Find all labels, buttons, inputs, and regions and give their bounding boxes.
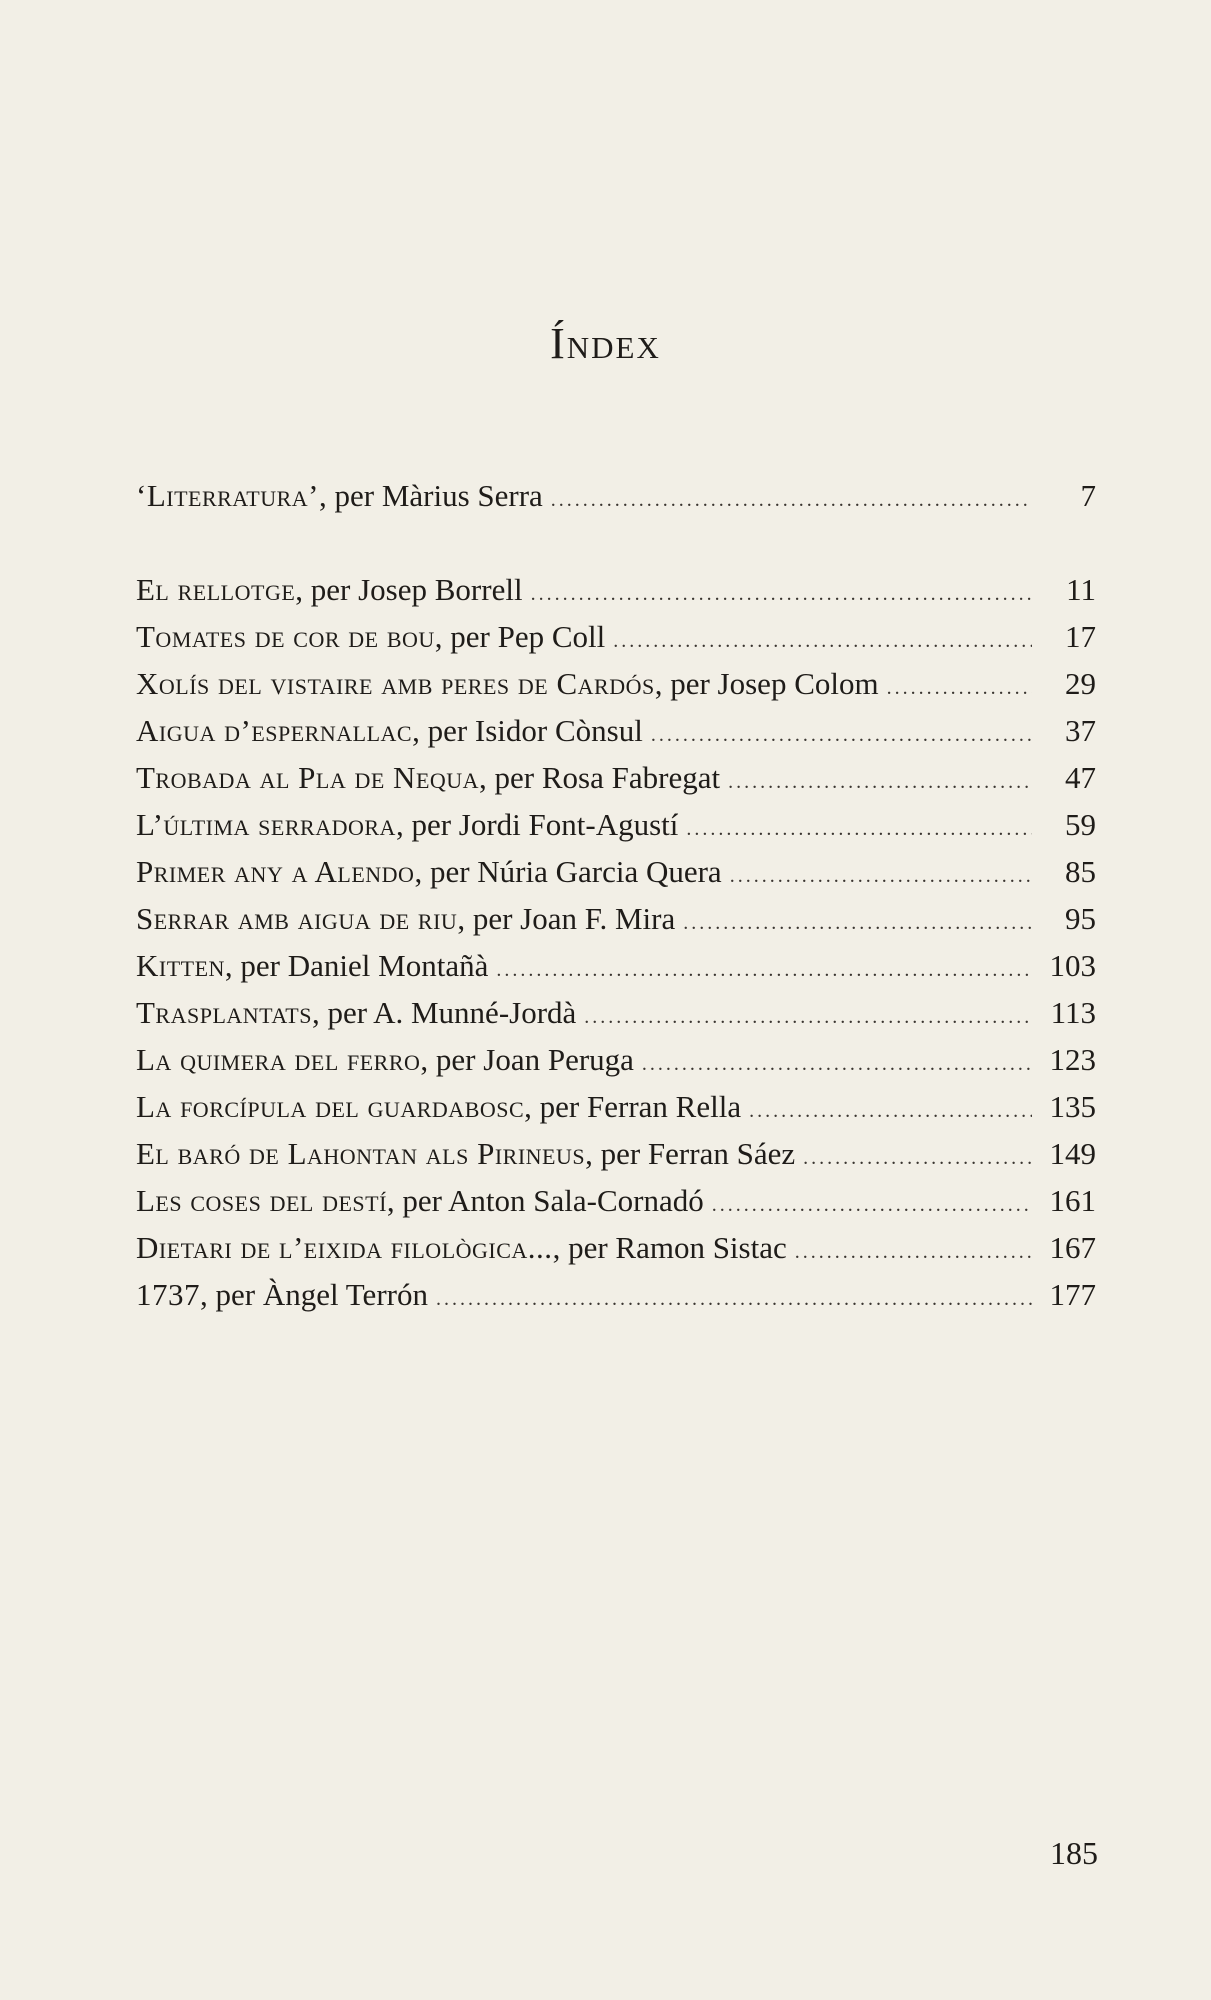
author: per A. Munné-Jordà bbox=[319, 995, 577, 1030]
toc-entry bbox=[136, 572, 1096, 612]
author: per Joan Peruga bbox=[428, 1042, 634, 1077]
author: per Jordi Font-Agustí bbox=[403, 807, 679, 842]
author: per Ferran Sáez bbox=[592, 1136, 796, 1171]
leader-dots bbox=[436, 1288, 1032, 1311]
story-title: Trobada al Pla de Nequa bbox=[136, 760, 480, 795]
page-number: 85 bbox=[1065, 854, 1096, 889]
toc-entry-text: Trobada al Pla de Nequa, per Rosa Fabregat bbox=[136, 760, 721, 795]
story-title: Kitten bbox=[136, 948, 225, 983]
toc-entry bbox=[136, 1183, 1096, 1223]
page-number: 7 bbox=[1080, 478, 1096, 513]
toc-entry-text: Trasplantats, per A. Munné-Jordà bbox=[136, 995, 577, 1030]
story-title: Serrar amb aigua de riu bbox=[136, 901, 458, 936]
toc-entry-text: Tomates de cor de bou, per Pep Coll bbox=[136, 619, 606, 654]
leader-dots bbox=[795, 1241, 1032, 1264]
page-number: 161 bbox=[1049, 1183, 1096, 1218]
page-number: 47 bbox=[1065, 760, 1096, 795]
toc-entry bbox=[136, 666, 1096, 706]
page-number: 37 bbox=[1065, 713, 1096, 748]
story-title: ‘Literratura’ bbox=[136, 478, 319, 513]
toc-entry-text: Kitten, per Daniel Montañà bbox=[136, 948, 489, 983]
toc-entry bbox=[136, 478, 1096, 518]
toc-entry-text: Serrar amb aigua de riu, per Joan F. Mira bbox=[136, 901, 676, 936]
story-title: El baró de Lahontan als Pirineus bbox=[136, 1136, 586, 1171]
leader-dots bbox=[749, 1100, 1032, 1123]
author: per Ramon Sistac bbox=[560, 1230, 787, 1265]
leader-dots bbox=[584, 1006, 1032, 1029]
toc-entry-text: El rellotge, per Josep Borrell bbox=[136, 572, 523, 607]
leader-dots bbox=[728, 771, 1032, 794]
leader-dots bbox=[531, 583, 1032, 606]
page-number: 11 bbox=[1066, 572, 1096, 607]
story-title: Trasplantats bbox=[136, 995, 312, 1030]
toc-entry bbox=[136, 1089, 1096, 1129]
page-number: 95 bbox=[1065, 901, 1096, 936]
story-title: La quimera del ferro bbox=[136, 1042, 421, 1077]
leader-dots bbox=[551, 489, 1032, 512]
toc-entry bbox=[136, 948, 1096, 988]
page-number: 167 bbox=[1049, 1230, 1096, 1265]
author: per Daniel Montañà bbox=[232, 948, 489, 983]
toc-entry bbox=[136, 1042, 1096, 1082]
story-title: Primer any a Alendo bbox=[136, 854, 415, 889]
toc-entry bbox=[136, 1136, 1096, 1176]
author: per Núria Garcia Quera bbox=[422, 854, 722, 889]
toc-entry bbox=[136, 1230, 1096, 1270]
toc-entry-text: 1737, per Àngel Terrón bbox=[136, 1277, 428, 1312]
leader-dots bbox=[651, 724, 1032, 747]
story-title: La forcípula del guardabosc bbox=[136, 1089, 525, 1124]
story-title: Dietari de l’eixida filològica... bbox=[136, 1230, 553, 1265]
leader-dots bbox=[887, 677, 1032, 700]
toc-entry bbox=[136, 1277, 1096, 1317]
page-number: 29 bbox=[1065, 666, 1096, 701]
story-title: L’última serradora bbox=[136, 807, 396, 842]
leader-dots bbox=[712, 1194, 1032, 1217]
leader-dots bbox=[686, 818, 1032, 841]
leader-dots bbox=[642, 1053, 1032, 1076]
toc-entry-text: Xolís del vistaire amb peres de Cardós, per Josep Colom bbox=[136, 666, 879, 701]
toc-entry bbox=[136, 995, 1096, 1035]
leader-dots bbox=[496, 959, 1032, 982]
page-number: 113 bbox=[1050, 995, 1096, 1030]
page-number: 17 bbox=[1065, 619, 1096, 654]
leader-dots bbox=[803, 1147, 1032, 1170]
story-title: Xolís del vistaire amb peres de Cardós bbox=[136, 666, 655, 701]
toc-entry-text: La forcípula del guardabosc, per Ferran Rella bbox=[136, 1089, 742, 1124]
author: per Josep Borrell bbox=[303, 572, 523, 607]
author: per Isidor Cònsul bbox=[419, 713, 643, 748]
toc-entry-text: Primer any a Alendo, per Núria Garcia Quera bbox=[136, 854, 722, 889]
story-title: Tomates de cor de bou bbox=[136, 619, 435, 654]
page-number: 59 bbox=[1065, 807, 1096, 842]
author: per Màrius Serra bbox=[326, 478, 543, 513]
toc-entry-text: Dietari de l’eixida filològica..., per Ramon Sistac bbox=[136, 1230, 787, 1265]
toc-entry bbox=[136, 713, 1096, 753]
toc-entry bbox=[136, 807, 1096, 847]
toc-entry bbox=[136, 854, 1096, 894]
toc-entry-text: El baró de Lahontan als Pirineus, per Ferran Sáez bbox=[136, 1136, 796, 1171]
page-number: 123 bbox=[1049, 1042, 1096, 1077]
author: per Joan F. Mira bbox=[465, 901, 676, 936]
page-title: Índex bbox=[550, 319, 661, 368]
leader-dots bbox=[730, 865, 1032, 888]
leader-dots bbox=[683, 912, 1032, 935]
folio-page-number: 185 bbox=[1050, 1835, 1098, 1871]
author: per Pep Coll bbox=[442, 619, 606, 654]
page-number: 177 bbox=[1049, 1277, 1096, 1312]
story-title: Les coses del destí bbox=[136, 1183, 387, 1218]
toc-entry bbox=[136, 901, 1096, 941]
page-number: 103 bbox=[1049, 948, 1096, 983]
toc-entry-text: ‘Literratura’, per Màrius Serra bbox=[136, 478, 543, 513]
story-title: El rellotge bbox=[136, 572, 296, 607]
toc-entry bbox=[136, 760, 1096, 800]
page-number: 149 bbox=[1049, 1136, 1096, 1171]
toc-entry bbox=[136, 619, 1096, 659]
author: per Rosa Fabregat bbox=[486, 760, 721, 795]
toc-entry-text: Aigua d’espernallac, per Isidor Cònsul bbox=[136, 713, 643, 748]
story-title: Aigua d’espernallac bbox=[136, 713, 413, 748]
author: per Ferran Rella bbox=[531, 1089, 742, 1124]
story-title: 1737 bbox=[136, 1277, 200, 1312]
author: per Josep Colom bbox=[662, 666, 879, 701]
author: per Àngel Terrón bbox=[207, 1277, 428, 1312]
toc-entry-text: La quimera del ferro, per Joan Peruga bbox=[136, 1042, 634, 1077]
author: per Anton Sala-Cornadó bbox=[394, 1183, 704, 1218]
leader-dots bbox=[613, 630, 1032, 653]
page-number: 135 bbox=[1049, 1089, 1096, 1124]
toc-entry-text: Les coses del destí, per Anton Sala-Cornadó bbox=[136, 1183, 704, 1218]
toc-entry-text: L’última serradora, per Jordi Font-Agustí bbox=[136, 807, 679, 842]
